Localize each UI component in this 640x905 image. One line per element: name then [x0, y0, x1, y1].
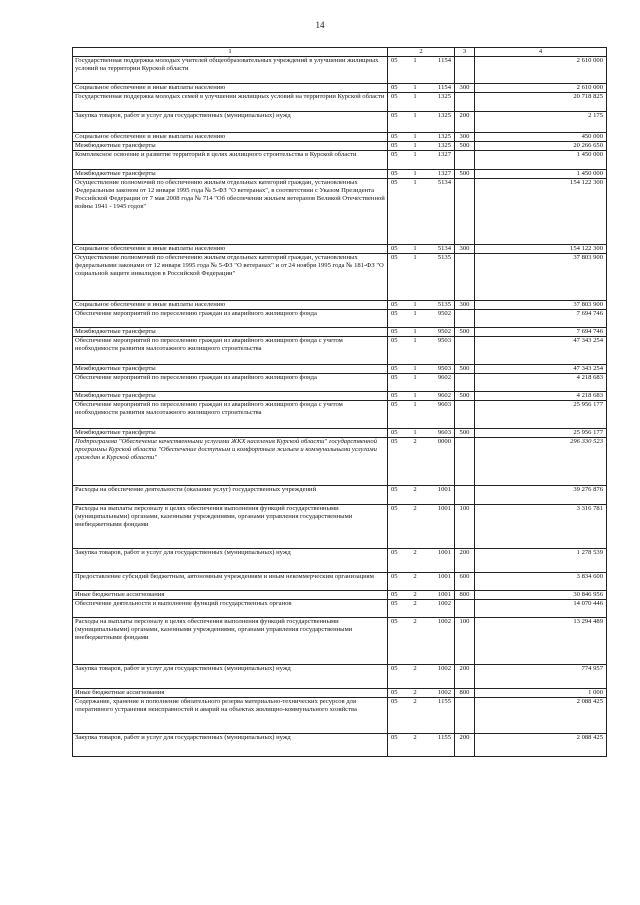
row-name: Государственная поддержка молодых учителей общеобразовательных учреждений в улучшении жилищных условий на территории Курской области [73, 57, 388, 84]
header-cell: 2 [388, 48, 455, 57]
row-expense-type [455, 179, 475, 245]
row-code [388, 689, 455, 698]
row-name: Закупка товаров, работ и услуг для государственных (муниципальных) нужд [73, 112, 388, 133]
code-part-c: 1325 [437, 133, 451, 140]
code-part-b: 1 [413, 179, 417, 186]
table-row [73, 179, 607, 245]
row-name: Содержание, хранение и пополнение обязательного резерва материально-технических ресурсов для оперативного устранения неисправностей и аварий на объектах жилищно-коммунального хозяйства [73, 698, 388, 734]
row-amount: 47 343 254 [475, 337, 607, 365]
code-part-b: 2 [413, 438, 417, 445]
row-expense-type [455, 600, 475, 618]
code-part-b: 1 [413, 142, 417, 149]
code-part-a: 05 [391, 600, 398, 607]
code-part-a: 05 [391, 310, 398, 317]
table-row [73, 549, 607, 573]
row-name: Обеспечение мероприятий по переселению граждан из аварийного жилищного фонда с учетом необходимости развития малоэтажного жилищного строительства [73, 401, 388, 429]
table-row [73, 600, 607, 618]
code-part-a: 05 [391, 84, 398, 91]
table-row [73, 93, 607, 112]
code-part-c: 9502 [437, 328, 451, 335]
code-part-c: 1002 [437, 618, 451, 625]
code-part-a: 05 [391, 170, 398, 177]
code-part-a: 05 [391, 665, 398, 672]
code-part-b: 1 [413, 170, 417, 177]
code-part-c: 1155 [438, 698, 451, 705]
row-expense-type [455, 438, 475, 486]
row-code [388, 245, 455, 254]
row-code [388, 179, 455, 245]
code-part-b: 1 [413, 93, 417, 100]
table-row [73, 310, 607, 328]
code-part-b: 1 [413, 301, 417, 308]
code-part-a: 05 [391, 618, 398, 625]
code-part-c: 5135 [437, 301, 451, 308]
code-part-b: 2 [413, 618, 417, 625]
row-name: Социальное обеспечение и иные выплаты населению [73, 133, 388, 142]
row-code [388, 301, 455, 310]
table-row [73, 170, 607, 179]
code-part-a: 05 [391, 112, 398, 119]
row-expense-type [455, 698, 475, 734]
table-row [73, 573, 607, 591]
code-part-a: 05 [391, 573, 398, 580]
row-amount: 25 956 177 [475, 401, 607, 429]
row-amount: 47 343 254 [475, 365, 607, 374]
row-code [388, 151, 455, 170]
code-part-b: 2 [413, 698, 417, 705]
row-expense-type: 300 [455, 245, 475, 254]
code-part-b: 1 [413, 151, 417, 158]
row-expense-type [455, 310, 475, 328]
row-code [388, 573, 455, 591]
code-part-c: 1001 [437, 505, 451, 512]
table-row [73, 429, 607, 438]
table-row [73, 486, 607, 505]
table-row [73, 84, 607, 93]
row-expense-type [455, 93, 475, 112]
code-part-b: 1 [413, 429, 417, 436]
code-part-b: 2 [413, 486, 417, 493]
row-code [388, 549, 455, 573]
page-number: 14 [315, 20, 325, 30]
row-expense-type: 800 [455, 591, 475, 600]
code-part-b: 1 [413, 392, 417, 399]
row-expense-type [455, 337, 475, 365]
code-part-c: 9602 [437, 392, 451, 399]
code-part-a: 05 [391, 591, 398, 598]
code-part-a: 05 [391, 429, 398, 436]
code-part-a: 05 [391, 374, 398, 381]
code-part-b: 1 [413, 310, 417, 317]
table-row [73, 151, 607, 170]
row-code [388, 57, 455, 84]
code-part-c: 5134 [437, 245, 451, 252]
code-part-c: 1154 [438, 84, 451, 91]
row-amount: 4 218 683 [475, 392, 607, 401]
code-part-c: 1001 [437, 591, 451, 598]
row-expense-type: 100 [455, 618, 475, 665]
table-row [73, 365, 607, 374]
row-code [388, 665, 455, 689]
code-part-c: 1001 [437, 573, 451, 580]
row-name: Осуществление полномочий по обеспечению жильем отдельных категорий граждан, установленных Федеральным законом от 12 января 1995 года № 5-ФЗ "О ветеранах", в соответствии с Указом Президента Российской Федерации от 7 мая 2008 года № 714 "Об обеспечении жильем ветеранов Великой Отечественной войны 1941 - 1945 годов" [73, 179, 388, 245]
row-expense-type: 800 [455, 689, 475, 698]
row-code [388, 438, 455, 486]
code-part-a: 05 [391, 57, 398, 64]
code-part-a: 05 [391, 179, 398, 186]
row-expense-type: 200 [455, 549, 475, 573]
code-part-a: 05 [391, 549, 398, 556]
row-code [388, 170, 455, 179]
row-code [388, 618, 455, 665]
table-row [73, 245, 607, 254]
row-amount: 7 694 746 [475, 310, 607, 328]
row-code [388, 365, 455, 374]
header-cell: 3 [455, 48, 475, 57]
row-code [388, 591, 455, 600]
code-part-b: 1 [413, 57, 417, 64]
row-name: Государственная поддержка молодых семей в улучшении жилищных условий на территории Курской области [73, 93, 388, 112]
code-part-b: 1 [413, 245, 417, 252]
code-part-b: 2 [413, 549, 417, 556]
code-part-c: 1325 [437, 142, 451, 149]
row-name: Межбюджетные трансферты [73, 328, 388, 337]
code-part-c: 1002 [437, 689, 451, 696]
row-code [388, 328, 455, 337]
code-part-a: 05 [391, 301, 398, 308]
code-part-a: 05 [391, 401, 398, 408]
row-name: Расходы на выплаты персоналу в целях обеспечения выполнения функций государственными (муниципальными) органами, казенными учреждениями, органами управления государственными внебюджетными фондами [73, 505, 388, 549]
table-row [73, 142, 607, 151]
row-expense-type: 500 [455, 328, 475, 337]
budget-table [72, 47, 607, 757]
row-amount: 774 957 [475, 665, 607, 689]
code-part-c: 1001 [437, 486, 451, 493]
table-row [73, 337, 607, 365]
code-part-a: 05 [391, 392, 398, 399]
row-name: Комплексное освоение и развитие территорий в целях жилищного строительства в Курской области [73, 151, 388, 170]
row-expense-type: 500 [455, 170, 475, 179]
row-name: Социальное обеспечение и иные выплаты населению [73, 84, 388, 93]
code-part-c: 1001 [437, 549, 451, 556]
code-part-a: 05 [391, 505, 398, 512]
row-name: Межбюджетные трансферты [73, 365, 388, 374]
row-name: Обеспечение мероприятий по переселению граждан из аварийного жилищного фонда [73, 310, 388, 328]
code-part-c: 1325 [437, 93, 451, 100]
code-part-a: 05 [391, 133, 398, 140]
row-code [388, 142, 455, 151]
row-name: Межбюджетные трансферты [73, 170, 388, 179]
row-expense-type: 300 [455, 133, 475, 142]
code-part-a: 05 [391, 689, 398, 696]
code-part-b: 1 [413, 254, 417, 261]
row-code [388, 505, 455, 549]
table-row [73, 618, 607, 665]
code-part-a: 05 [391, 438, 398, 445]
row-name: Иные бюджетные ассигнования [73, 591, 388, 600]
code-part-b: 2 [413, 734, 417, 741]
code-part-c: 9503 [437, 365, 451, 372]
code-part-b: 1 [413, 337, 417, 344]
table-row [73, 698, 607, 734]
code-part-a: 05 [391, 245, 398, 252]
row-code [388, 698, 455, 734]
row-code [388, 734, 455, 757]
row-amount: 3 316 781 [475, 505, 607, 549]
code-part-b: 2 [413, 665, 417, 672]
row-name: Расходы на выплаты персоналу в целях обеспечения выполнения функций государственными (муниципальными) органами, казенными учреждениями, органами управления государственными внебюджетными фондами [73, 618, 388, 665]
row-code [388, 429, 455, 438]
code-part-b: 2 [413, 573, 417, 580]
row-amount: 296 330 523 [475, 438, 607, 486]
row-name: Закупка товаров, работ и услуг для государственных (муниципальных) нужд [73, 734, 388, 757]
row-expense-type [455, 401, 475, 429]
code-part-a: 05 [391, 734, 398, 741]
row-expense-type: 500 [455, 365, 475, 374]
row-amount: 2 088 425 [475, 734, 607, 757]
row-name: Осуществление полномочий по обеспечению жильем отдельных категорий граждан, установленных федеральными законами от 12 января 1995 года № 5-ФЗ "О ветеранах" и от 24 ноября 1995 года № 181-ФЗ "О социальной защите инвалидов в Российской Федерации" [73, 254, 388, 301]
table-row [73, 374, 607, 392]
row-amount: 154 122 300 [475, 179, 607, 245]
row-code [388, 133, 455, 142]
row-code [388, 374, 455, 392]
table-row [73, 665, 607, 689]
row-code [388, 401, 455, 429]
table-row [73, 505, 607, 549]
row-expense-type: 500 [455, 392, 475, 401]
row-expense-type: 200 [455, 665, 475, 689]
row-amount: 2 175 [475, 112, 607, 133]
code-part-c: 1327 [437, 170, 451, 177]
code-part-b: 1 [413, 365, 417, 372]
table-row [73, 591, 607, 600]
code-part-c: 9603 [437, 401, 451, 408]
table-row [73, 254, 607, 301]
code-part-a: 05 [391, 337, 398, 344]
code-part-a: 05 [391, 93, 398, 100]
code-part-a: 05 [391, 365, 398, 372]
code-part-a: 05 [391, 151, 398, 158]
row-code [388, 310, 455, 328]
row-expense-type: 300 [455, 84, 475, 93]
row-amount: 14 070 446 [475, 600, 607, 618]
code-part-b: 2 [413, 591, 417, 598]
code-part-c: 5135 [437, 254, 451, 261]
row-expense-type [455, 374, 475, 392]
code-part-b: 2 [413, 505, 417, 512]
row-expense-type: 200 [455, 112, 475, 133]
row-name: Подпрограмма "Обеспечение качественными услугами ЖКХ населения Курской области" государственной программы Курской области "Обеспечение доступным и комфортным жильем и коммунальными услугами граждан в Курской области" [73, 438, 388, 486]
header-cell: 4 [475, 48, 607, 57]
row-code [388, 486, 455, 505]
code-part-a: 05 [391, 328, 398, 335]
code-part-b: 1 [413, 401, 417, 408]
row-amount: 20 718 825 [475, 93, 607, 112]
row-amount: 450 000 [475, 133, 607, 142]
row-amount: 20 266 650 [475, 142, 607, 151]
table-row [73, 401, 607, 429]
code-part-b: 2 [413, 689, 417, 696]
row-name: Обеспечение деятельности и выполнение функций государственных органов [73, 600, 388, 618]
row-amount: 154 122 300 [475, 245, 607, 254]
table-row [73, 438, 607, 486]
row-amount: 2 088 425 [475, 698, 607, 734]
row-expense-type: 100 [455, 505, 475, 549]
row-name: Межбюджетные трансферты [73, 429, 388, 438]
row-code [388, 93, 455, 112]
row-expense-type: 300 [455, 301, 475, 310]
row-amount: 1 000 [475, 689, 607, 698]
code-part-a: 05 [391, 142, 398, 149]
table-row [73, 328, 607, 337]
code-part-c: 9503 [437, 337, 451, 344]
row-amount: 1 450 000 [475, 151, 607, 170]
table-row [73, 133, 607, 142]
row-amount: 37 803 900 [475, 301, 607, 310]
code-part-c: 1325 [437, 112, 451, 119]
code-part-a: 05 [391, 254, 398, 261]
table-header-row [73, 48, 607, 57]
code-part-c: 1154 [438, 57, 451, 64]
code-part-c: 1002 [437, 600, 451, 607]
row-amount: 3 834 600 [475, 573, 607, 591]
code-part-c: 0000 [437, 438, 451, 445]
code-part-c: 9602 [437, 374, 451, 381]
row-name: Межбюджетные трансферты [73, 392, 388, 401]
row-amount: 30 846 956 [475, 591, 607, 600]
code-part-b: 2 [413, 600, 417, 607]
row-code [388, 392, 455, 401]
code-part-a: 05 [391, 486, 398, 493]
row-name: Социальное обеспечение и иные выплаты населению [73, 245, 388, 254]
code-part-c: 5134 [437, 179, 451, 186]
row-expense-type: 500 [455, 429, 475, 438]
code-part-a: 05 [391, 698, 398, 705]
row-name: Закупка товаров, работ и услуг для государственных (муниципальных) нужд [73, 549, 388, 573]
row-amount: 2 610 000 [475, 84, 607, 93]
header-cell: 1 [73, 48, 388, 57]
row-amount: 2 610 000 [475, 57, 607, 84]
table-row [73, 392, 607, 401]
code-part-b: 1 [413, 328, 417, 335]
code-part-c: 1327 [437, 151, 451, 158]
row-expense-type [455, 486, 475, 505]
row-code [388, 84, 455, 93]
row-code [388, 254, 455, 301]
code-part-b: 1 [413, 112, 417, 119]
code-part-c: 9502 [437, 310, 451, 317]
row-amount: 1 278 539 [475, 549, 607, 573]
row-expense-type: 600 [455, 573, 475, 591]
row-name: Иные бюджетные ассигнования [73, 689, 388, 698]
code-part-c: 9603 [437, 429, 451, 436]
row-expense-type: 500 [455, 142, 475, 151]
row-amount: 13 294 489 [475, 618, 607, 665]
row-code [388, 112, 455, 133]
table-row [73, 57, 607, 84]
row-amount: 1 450 000 [475, 170, 607, 179]
row-code [388, 337, 455, 365]
row-expense-type [455, 254, 475, 301]
row-amount: 4 218 683 [475, 374, 607, 392]
row-amount: 39 276 876 [475, 486, 607, 505]
row-expense-type: 200 [455, 734, 475, 757]
code-part-c: 1155 [438, 734, 451, 741]
row-amount: 25 956 177 [475, 429, 607, 438]
row-name: Расходы на обеспечение деятельности (оказание услуг) государственных учреждений [73, 486, 388, 505]
row-name: Обеспечение мероприятий по переселению граждан из аварийного жилищного фонда [73, 374, 388, 392]
row-name: Предоставление субсидий бюджетным, автономным учреждениям и иным некоммерческим организациям [73, 573, 388, 591]
table-row [73, 301, 607, 310]
row-name: Социальное обеспечение и иные выплаты населению [73, 301, 388, 310]
row-expense-type [455, 151, 475, 170]
code-part-b: 1 [413, 374, 417, 381]
row-name: Закупка товаров, работ и услуг для государственных (муниципальных) нужд [73, 665, 388, 689]
code-part-b: 1 [413, 133, 417, 140]
code-part-c: 1002 [437, 665, 451, 672]
row-name: Обеспечение мероприятий по переселению граждан из аварийного жилищного фонда с учетом необходимости развития малоэтажного жилищного строительства [73, 337, 388, 365]
row-expense-type [455, 57, 475, 84]
table-row [73, 734, 607, 757]
row-name: Межбюджетные трансферты [73, 142, 388, 151]
table-row [73, 689, 607, 698]
row-code [388, 600, 455, 618]
row-amount: 7 694 746 [475, 328, 607, 337]
row-amount: 37 803 900 [475, 254, 607, 301]
table-row [73, 112, 607, 133]
code-part-b: 1 [413, 84, 417, 91]
